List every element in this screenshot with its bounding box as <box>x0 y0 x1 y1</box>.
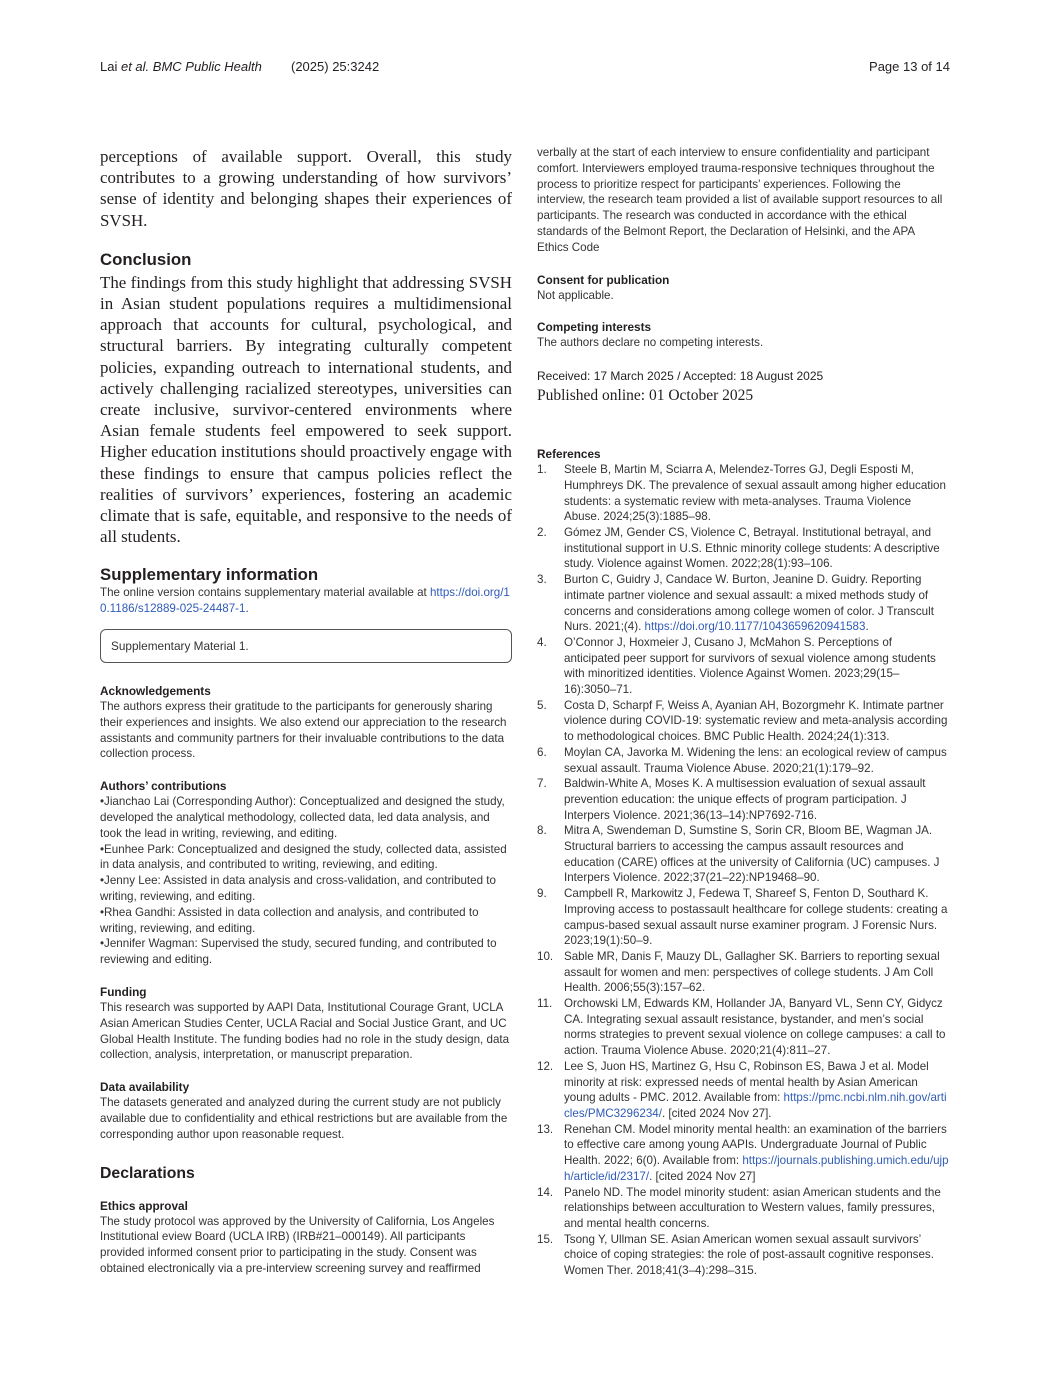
reference-item <box>537 1059 949 1122</box>
reference-item <box>537 698 949 745</box>
contribution-item: •Rhea Gandhi: Assisted in data collection and analysis, and contributed to writing, reviewing, and editing. <box>100 905 479 935</box>
contribution-item: •Jennifer Wagman: Supervised the study, secured funding, and contributed to reviewing and editing. <box>100 937 497 967</box>
supplementary-text: The online version contains supplementary material available at https://doi.org/10.1186/s12889-025-24487-1. <box>100 586 510 616</box>
reference-number: 9. <box>537 887 547 901</box>
consent-heading: Consent for publication <box>537 272 670 287</box>
contributions-heading: Authors’ contributions <box>100 779 227 794</box>
reference-item <box>537 776 949 823</box>
running-head <box>100 59 950 77</box>
reference-text: Renehan CM. Model minority mental health: an examination of the barriers to effective care among young AAPIs. Undergraduate Journal of Public Health. 2022; 6(0). Available from: https://journals.publishing.umich.edu/ujph/article/id/2317/. [cited 2024 Nov 27] <box>564 1122 949 1183</box>
reference-text: Sable MR, Danis F, Mauzy DL, Gallagher SK. Barriers to reporting sexual assault for women and men: perspectives of college students. J Am Coll Health. 2006;55(3):157–62. <box>564 949 940 995</box>
reference-link[interactable]: https://journals.publishing.umich.edu/ujph/article/id/2317/ <box>564 1154 949 1183</box>
acknowledgements-heading: Acknowledgements <box>100 684 211 699</box>
reference-item <box>537 949 949 996</box>
reference-number: 2. <box>537 525 547 539</box>
reference-number: 10. <box>537 949 554 963</box>
reference-link[interactable]: https://pmc.ncbi.nlm.nih.gov/articles/PMC3296234/ <box>564 1091 947 1120</box>
reference-number: 12. <box>537 1059 554 1073</box>
reference-number: 11. <box>537 997 553 1011</box>
reference-text: Tsong Y, Ullman SE. Asian American women sexual assault survivors’ choice of coping strategies: the role of post-assault cognitive responses. Women Ther. 2018;41(3–4):298–315. <box>564 1232 934 1278</box>
reference-item <box>537 823 949 886</box>
contribution-item: •Jianchao Lai (Corresponding Author): Conceptualized and designed the study, developed the analytical methodology, collected data, led data analysis, and took the lead in writing, reviewing, and editing. <box>100 795 505 840</box>
reference-text: Panelo ND. The model minority student: asian American students and the relationships between acculturation to Western values, family pressures, and mental health concerns. <box>564 1185 941 1230</box>
reference-text: O’Connor J, Hoxmeier J, Cusano J, McMahon S. Perceptions of anticipated peer support for survivors of sexual violence among students with minoritized identities. Violence Against Women. 2023;29(15–16):3050–71. <box>564 635 936 697</box>
reference-item <box>537 635 949 698</box>
received-accepted-dates: Received: 17 March 2025 / Accepted: 18 August 2025 <box>537 369 824 384</box>
ethics-heading: Ethics approval <box>100 1198 188 1213</box>
supplementary-material-box[interactable] <box>100 629 512 663</box>
reference-link[interactable]: https://doi.org/10.1177/1043659620941583 <box>644 620 866 634</box>
reference-item <box>537 1122 949 1185</box>
ethics-continued-text: verbally at the start of each interview to ensure confidentiality and participant comfort. Interviewers employed trauma-responsive techniques throughout the process to prioritize respect for participants’ experiences. Following the interview, the research team provided a list of available support resources to all participants. The research was conducted in accordance with the ethical standards of the Belmont Report, the Declaration of Helsinki, and the APA Ethics Code <box>537 146 943 254</box>
reference-text: Gómez JM, Gender CS, Violence C, Betrayal. Institutional betrayal, and institutional support in U.S. Ethnic minority college students: A descriptive study. Violence against Women. 2022;28(1):93–106. <box>564 525 940 571</box>
reference-number: 7. <box>537 777 547 791</box>
published-online-date: Published online: 01 October 2025 <box>537 387 754 405</box>
reference-number: 1. <box>537 463 547 477</box>
contribution-item: •Eunhee Park: Conceptualized and designed the study, collected data, assisted in data analysis, and contributed to writing, reviewing, and editing. <box>100 842 507 872</box>
reference-item <box>537 745 949 776</box>
consent-text: Not applicable. <box>537 288 614 302</box>
supplementary-heading: Supplementary information <box>100 565 319 585</box>
reference-number: 4. <box>537 635 547 649</box>
reference-text: Lee S, Juon HS, Martinez G, Hsu C, Robinson ES, Bawa J et al. Model minority at risk: expressed needs of mental health by Asian American young adults - PMC. 2012. Available from: https://pmc.ncbi.nlm.nih.gov/articles/PMC3296234/. [cited 2024 Nov 27]. <box>564 1059 947 1120</box>
declarations-heading: Declarations <box>100 1164 195 1182</box>
data-availability-heading: Data availability <box>100 1080 190 1095</box>
ethics-text: The study protocol was approved by the University of California, Los Angeles Institutional eview Board (UCLA IRB) (IRB#21–000149). All participants provided informed consent prior to participating in the study. Consent was obtained electronically via a pre-interview screening survey and reaffirmed <box>100 1214 495 1275</box>
reference-text: Steele B, Martin M, Sciarra A, Melendez-Torres GJ, Degli Esposti M, Humphreys DK. The prevalence of sexual assault among higher education students: a systematic review with meta-analyses. Trauma Violence Abuse. 2024;25(3):1885–98. <box>564 463 946 524</box>
reference-text: Costa D, Scharpf F, Weiss A, Ayanian AH, Bozorgmehr K. Intimate partner violence during COVID-19: systematic review and meta-analysis according to methodological choices. BMC Public Health. 2024;24(1):313. <box>564 698 948 744</box>
reference-text: Orchowski LM, Edwards KM, Hollander JA, Banyard VL, Senn CY, Gidycz CA. Integrating sexual assault resistance, bystander, and men’s social norms strategies to prevent sexual violence on college campuses: a call to action. Trauma Violence Abuse. 2020;21(4):811–27. <box>564 997 946 1058</box>
funding-text: This research was supported by AAPI Data, Institutional Courage Grant, UCLA Asian American Studies Center, UCLA Racial and Social Justice Grant, and UC Global Health Institute. The funding bodies had no role in the study design, data collection, analysis, interpretation, or manuscript preparation. <box>100 1001 510 1062</box>
right-column <box>537 145 949 1279</box>
reference-item <box>537 525 949 572</box>
data-availability-text: The datasets generated and analyzed during the current study are not publicly available due to confidentiality and ethical restrictions but are available from the corresponding author upon reasonable request. <box>100 1096 508 1141</box>
reference-number: 15. <box>537 1232 554 1246</box>
reference-text: Moylan CA, Javorka M. Widening the lens: an ecological review of campus sexual assault. Trauma Violence Abuse. 2020;21(1):179–92. <box>564 745 947 775</box>
reference-text: Mitra A, Swendeman D, Sumstine S, Sorin CR, Bloom BE, Wagman JA. Structural barriers to accessing the campus assault resources and education (CARE) offices at the university of California (UC) campuses. J Interpers Violence. 2022;37(21–22):NP19468–90. <box>564 824 940 885</box>
references-heading: References <box>537 447 601 462</box>
reference-item <box>537 462 949 525</box>
reference-number: 6. <box>537 745 547 759</box>
reference-number: 13. <box>537 1122 554 1136</box>
funding-heading: Funding <box>100 985 147 999</box>
contribution-item: •Jenny Lee: Assisted in data analysis and cross-validation, and contributed to writing, reviewing, and editing. <box>100 874 496 904</box>
conclusion-paragraph: The findings from this study highlight that addressing SVSH in Asian student populations requires a multidimensional approach that accounts for cultural, psychological, and structural barriers. By integrating culturally competent policies, expanding outreach to international students, and actively challenging racialized stereotypes, universities can create inclusive, survivor-centered environments where Asian female students feel empowered to seek support. Higher education institutions should proactively engage with these findings to ensure that campus policies reflect the realities of survivors’ experiences, fostering an academic climate that is safe, equitable, and responsive to the needs of all students. <box>100 272 512 547</box>
reference-item <box>537 1185 949 1232</box>
reference-text: Baldwin-White A, Moses K. A multisession evaluation of sexual assault prevention education: the unique effects of program participation. J Interpers Violence. 2021;36(13–14):NP7692-716. <box>564 777 926 822</box>
reference-number: 3. <box>537 573 547 587</box>
reference-text: Campbell R, Markowitz J, Fedewa T, Shareef S, Fenton D, Southard K. Improving access to postassault healthcare for college students: creating a campus-based sexual assault nurse examiner program. J Forensic Nurs. 2023;19(1):50–9. <box>564 887 948 948</box>
left-column <box>100 146 512 1277</box>
reference-item <box>537 886 949 949</box>
intro-paragraph: perceptions of available support. Overall, this study contributes to a growing understanding of how survivors’ sense of identity and belonging shapes their experiences of SVSH. <box>100 147 512 230</box>
reference-number: 5. <box>537 698 547 712</box>
reference-item <box>537 572 949 635</box>
supplementary-doi-link[interactable]: https://doi.org/10.1186/s12889-025-24487-1 <box>100 586 510 616</box>
competing-interests-text: The authors declare no competing interests. <box>537 336 764 350</box>
contributions-list <box>100 794 512 968</box>
competing-interests-heading: Competing interests <box>537 320 652 335</box>
acknowledgements-text: The authors express their gratitude to the participants for generously sharing their experiences and insights. We also extend our appreciation to the research assistants and community partners for their invaluable contributions to the data collection process. <box>100 700 507 761</box>
supplementary-material-label: Supplementary Material 1. <box>111 639 249 654</box>
reference-text: Burton C, Guidry J, Candace W. Burton, Jeanine D. Guidry. Reporting intimate partner violence and sexual assault: a mixed methods study of concerns and considerations among college women of color. J Transcult Nurs. 2021;(4). https://doi.org/10.1177/1043659620941583. <box>564 573 934 634</box>
journal-citation: Lai et al. BMC Public Health <box>100 59 262 74</box>
page-number: Page 13 of 14 <box>869 59 950 74</box>
volume-info: (2025) 25:3242 <box>291 59 380 74</box>
conclusion-heading: Conclusion <box>100 249 192 269</box>
references-list <box>537 462 949 1279</box>
reference-number: 14. <box>537 1185 554 1199</box>
reference-number: 8. <box>537 824 547 838</box>
reference-item <box>537 996 949 1059</box>
reference-item <box>537 1232 949 1279</box>
